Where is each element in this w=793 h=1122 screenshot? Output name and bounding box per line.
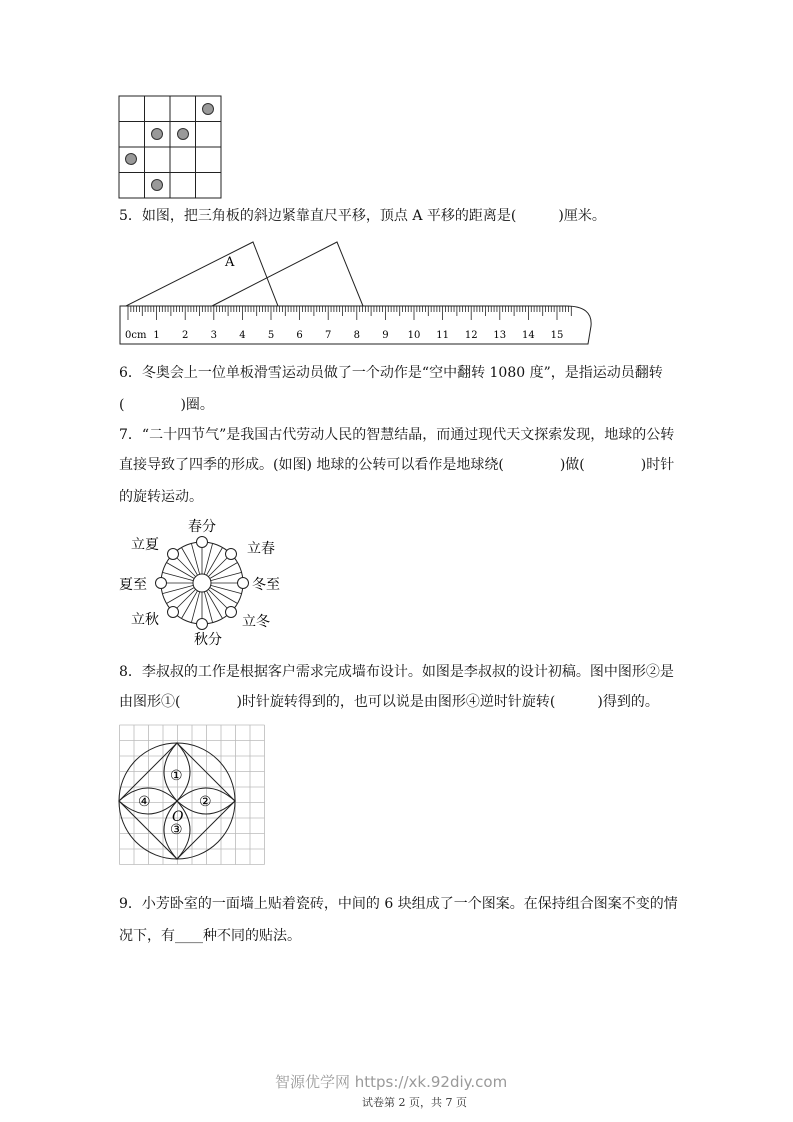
label-chunfen: 春分 xyxy=(188,519,216,535)
grid-dot xyxy=(152,180,163,191)
ruler-number: 14 xyxy=(522,330,535,341)
earth-position xyxy=(197,619,208,630)
vertex-label-a: A xyxy=(225,255,235,270)
earth-position xyxy=(226,607,237,618)
ruler-number: 3 xyxy=(210,330,217,341)
triangle-before xyxy=(126,242,278,306)
question-5: 5．如图，把三角板的斜边紧靠直尺平移，顶点 A 平移的距离是( )厘米。 xyxy=(119,208,606,224)
ruler-number: 5 xyxy=(267,330,275,341)
shape-label-2: ② xyxy=(199,794,212,810)
label-qiufen: 秋分 xyxy=(194,632,222,648)
ruler-number: 11 xyxy=(436,330,449,341)
ruler-triangle-figure xyxy=(118,240,598,348)
question-7-line-2: 直接导致了四季的形成。(如图) 地球的公转可以看作是地球绕( )做( )时针 xyxy=(119,457,675,473)
ruler-number: 1 xyxy=(153,330,160,341)
earth-position xyxy=(197,537,208,548)
grid-dot xyxy=(178,129,189,140)
label-lidong: 立冬 xyxy=(242,614,270,630)
ruler-number: 15 xyxy=(550,330,564,341)
label-lixia: 立夏 xyxy=(131,537,159,553)
earth-position xyxy=(168,607,179,618)
label-xiazhi: 夏至 xyxy=(119,577,147,593)
dot-grid-figure xyxy=(118,95,224,201)
solar-terms-figure xyxy=(118,516,298,650)
ruler-number: 12 xyxy=(464,330,478,341)
ruler-number: 10 xyxy=(407,330,421,341)
ruler-number: 4 xyxy=(239,330,246,341)
question-8-line-2: 由图形①( )时针旋转得到的，也可以说是由图形④逆时针旋转( )得到的。 xyxy=(119,694,659,710)
question-6-line-2: ( )圈。 xyxy=(119,397,214,413)
earth-position xyxy=(238,578,249,589)
question-6-line-1: 6．冬奥会上一位单板滑雪运动员做了一个动作是“空中翻转 1080 度”，是指运动员翻转 xyxy=(119,365,663,381)
page-footer: 试卷第 2 页，共 7 页 xyxy=(362,1096,467,1109)
ruler-number: 8 xyxy=(353,330,360,341)
question-7-line-3: 的旋转运动。 xyxy=(119,489,203,505)
shape-label-1: ① xyxy=(170,768,183,784)
earth-position xyxy=(226,549,237,560)
ruler-number: 7 xyxy=(325,330,332,341)
shape-label-3: ③ xyxy=(170,822,183,838)
question-8-line-1: 8．李叔叔的工作是根据客户需求完成墙布设计。如图是李叔叔的设计初稿。图中图形②是 xyxy=(119,664,674,680)
grid-dot xyxy=(152,129,163,140)
watermark: 智源优学网 https://xk.92diy.com xyxy=(275,1073,508,1091)
label-lichun: 立春 xyxy=(247,541,275,557)
question-9-line-2: 况下，有____种不同的贴法。 xyxy=(119,928,301,944)
earth-position xyxy=(168,549,179,560)
ruler-number: 13 xyxy=(493,330,507,341)
earth-position xyxy=(156,578,167,589)
label-dongzhi: 冬至 xyxy=(252,577,280,593)
ruler-zero-label: 0cm xyxy=(125,330,147,341)
grid-dot xyxy=(203,104,214,115)
shape-label-4: ④ xyxy=(138,794,151,810)
question-7-line-1: 7．“二十四节气”是我国古代劳动人民的智慧结晶，而通过现代天文探索发现，地球的公转 xyxy=(119,427,675,443)
ruler-number: 2 xyxy=(182,330,189,341)
wallcloth-design-figure xyxy=(118,724,274,866)
label-liqiu: 立秋 xyxy=(131,612,159,628)
question-9-line-1: 9．小芳卧室的一面墙上贴着瓷砖，中间的 6 块组成了一个图案。在保持组合图案不变的情 xyxy=(119,896,678,912)
grid-dot xyxy=(126,154,137,165)
ruler-number: 9 xyxy=(382,330,389,341)
ruler-number: 6 xyxy=(296,330,303,341)
sun-circle xyxy=(193,574,211,592)
center-label-o: O xyxy=(172,809,184,825)
